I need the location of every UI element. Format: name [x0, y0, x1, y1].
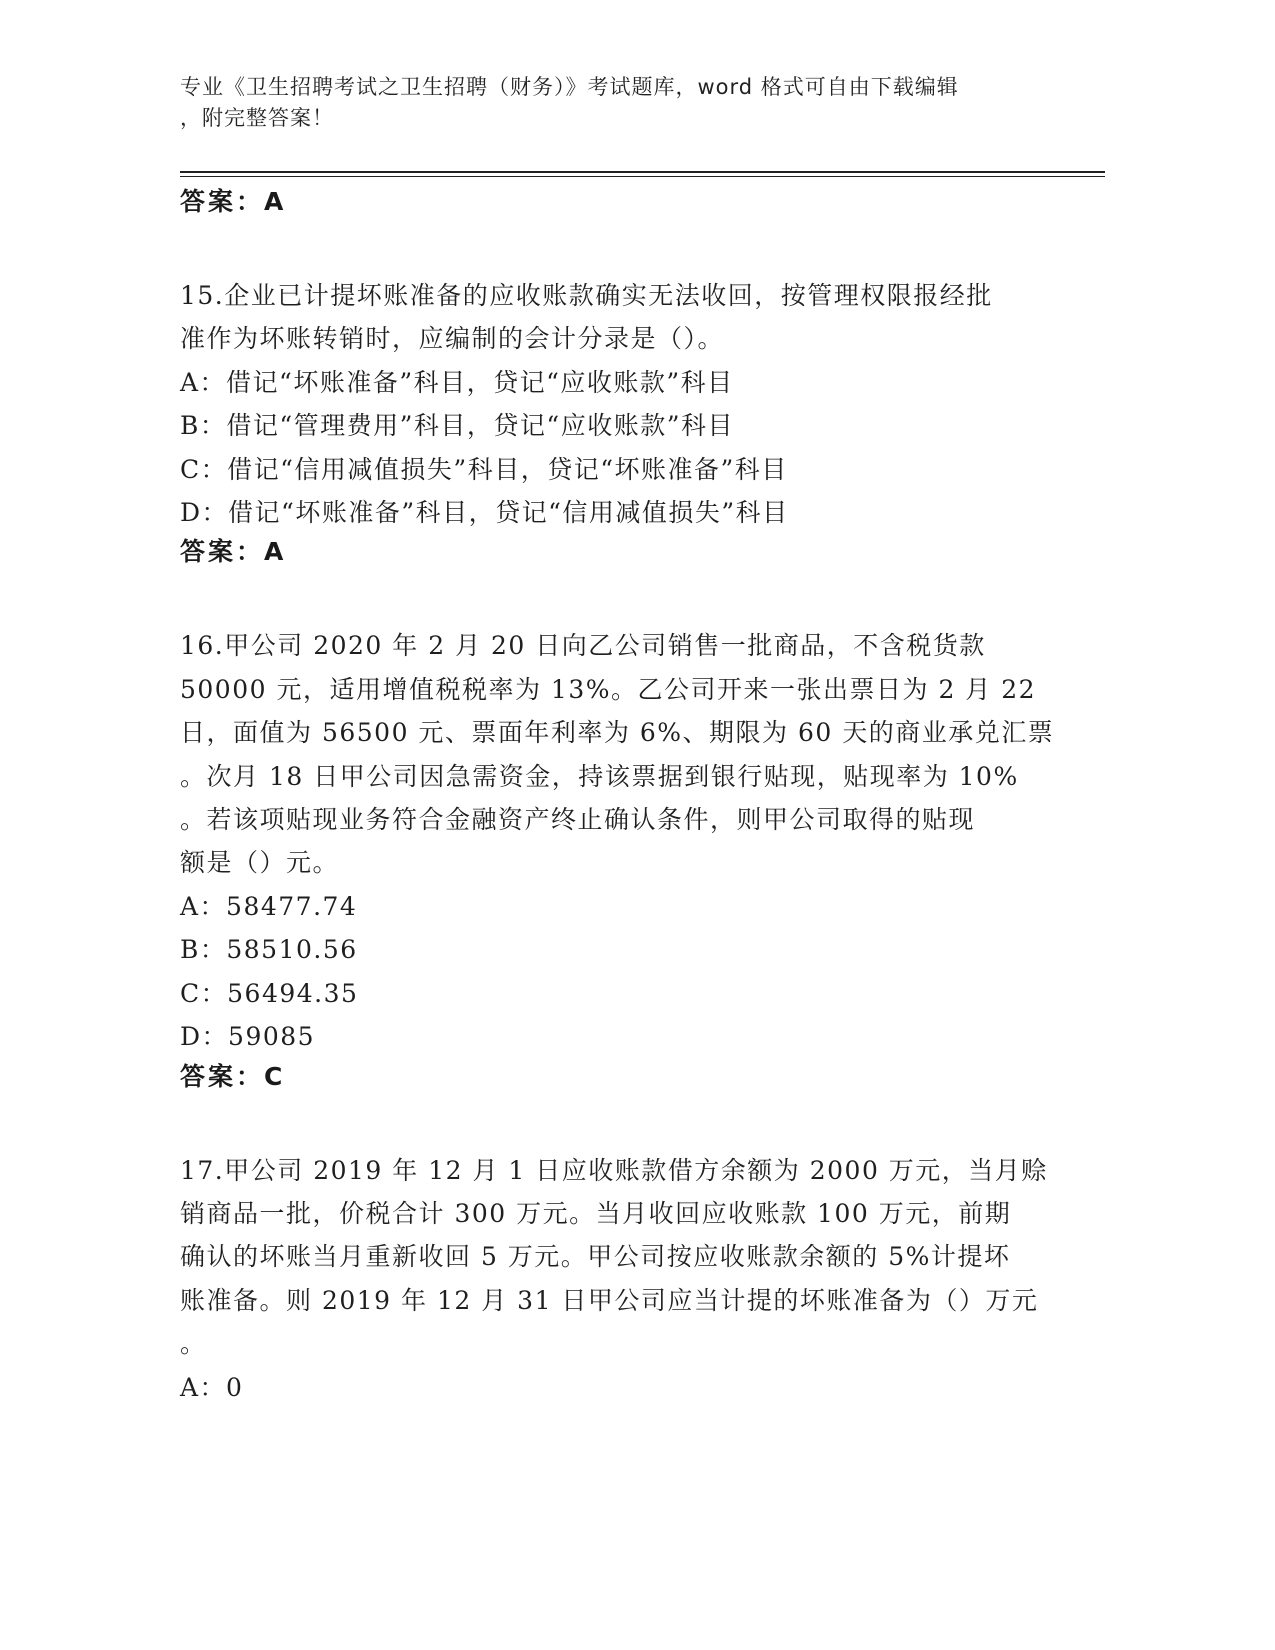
question-stem-line: 销商品一批，价税合计 300 万元。当月收回应收账款 100 万元，前期	[180, 1198, 1012, 1228]
spacer	[180, 1095, 1060, 1149]
document-body	[180, 184, 1060, 1409]
question-stem-line: 15.企业已计提坏账准备的应收账款确实无法收回，按管理权限报经批	[180, 281, 993, 310]
header-line: 专业《卫生招聘考试之卫生招聘（财务）》考试题库，word 格式可自由下载编辑	[180, 75, 959, 99]
question-stem-line: 50000 元，适用增值税税率为 13%。乙公司开来一张出票日为 2 月 22	[180, 674, 1037, 704]
answer-line: 答案：A	[180, 187, 287, 216]
option-c: C：借记“信用减值损失”科目，贷记“坏账准备”科目	[180, 454, 788, 484]
question-stem-line: 账准备。则 2019 年 12 月 31 日甲公司应当计提的坏账准备为（）万元	[180, 1285, 1039, 1315]
question-15	[180, 274, 1060, 570]
option-d: D：59085	[180, 1022, 316, 1052]
answer-line: 答案：C	[180, 1061, 286, 1091]
option-b: B：58510.56	[180, 935, 358, 965]
answer-line: 答案：A	[180, 537, 287, 567]
header-divider-thick	[180, 171, 1105, 173]
spacer	[180, 570, 1060, 624]
option-a: A：0	[180, 1372, 244, 1402]
question-stem-line: 额是（）元。	[180, 848, 340, 878]
option-b: B：借记“管理费用”科目，贷记“应收账款”科目	[180, 411, 734, 441]
option-a: A：58477.74	[180, 891, 358, 921]
option-a: A：借记“坏账准备”科目，贷记“应收账款”科目	[180, 367, 734, 397]
option-d: D：借记“坏账准备”科目，贷记“信用减值损失”科目	[180, 498, 789, 528]
page-header	[180, 72, 1060, 134]
question-stem-line: 17.甲公司 2019 年 12 月 1 日应收账款借方余额为 2000 万元，当月赊	[180, 1155, 1048, 1185]
question-16	[180, 624, 1060, 1094]
question-stem-line: 日，面值为 56500 元、票面年利率为 6%、期限为 60 天的商业承兑汇票	[180, 718, 1055, 748]
header-line: ，附完整答案！	[180, 106, 334, 130]
spacer	[180, 220, 1060, 274]
question-stem-line: 确认的坏账当月重新收回 5 万元。甲公司按应收账款余额的 5%计提坏	[180, 1242, 1011, 1272]
header-divider-thin	[180, 176, 1105, 177]
question-stem-line: 16.甲公司 2020 年 2 月 20 日向乙公司销售一批商品，不含税货款	[180, 631, 986, 661]
question-stem-line: 准作为坏账转销时，应编制的会计分录是（）。	[180, 324, 725, 354]
question-stem-line: 。次月 18 日甲公司因急需资金，持该票据到银行贴现，贴现率为 10%	[180, 761, 1019, 791]
question-stem-line: 。若该项贴现业务符合金融资产终止确认条件，则甲公司取得的贴现	[180, 805, 976, 835]
option-c: C：56494.35	[180, 978, 359, 1008]
question-stem-line: 。	[180, 1329, 207, 1359]
question-17	[180, 1149, 1060, 1409]
